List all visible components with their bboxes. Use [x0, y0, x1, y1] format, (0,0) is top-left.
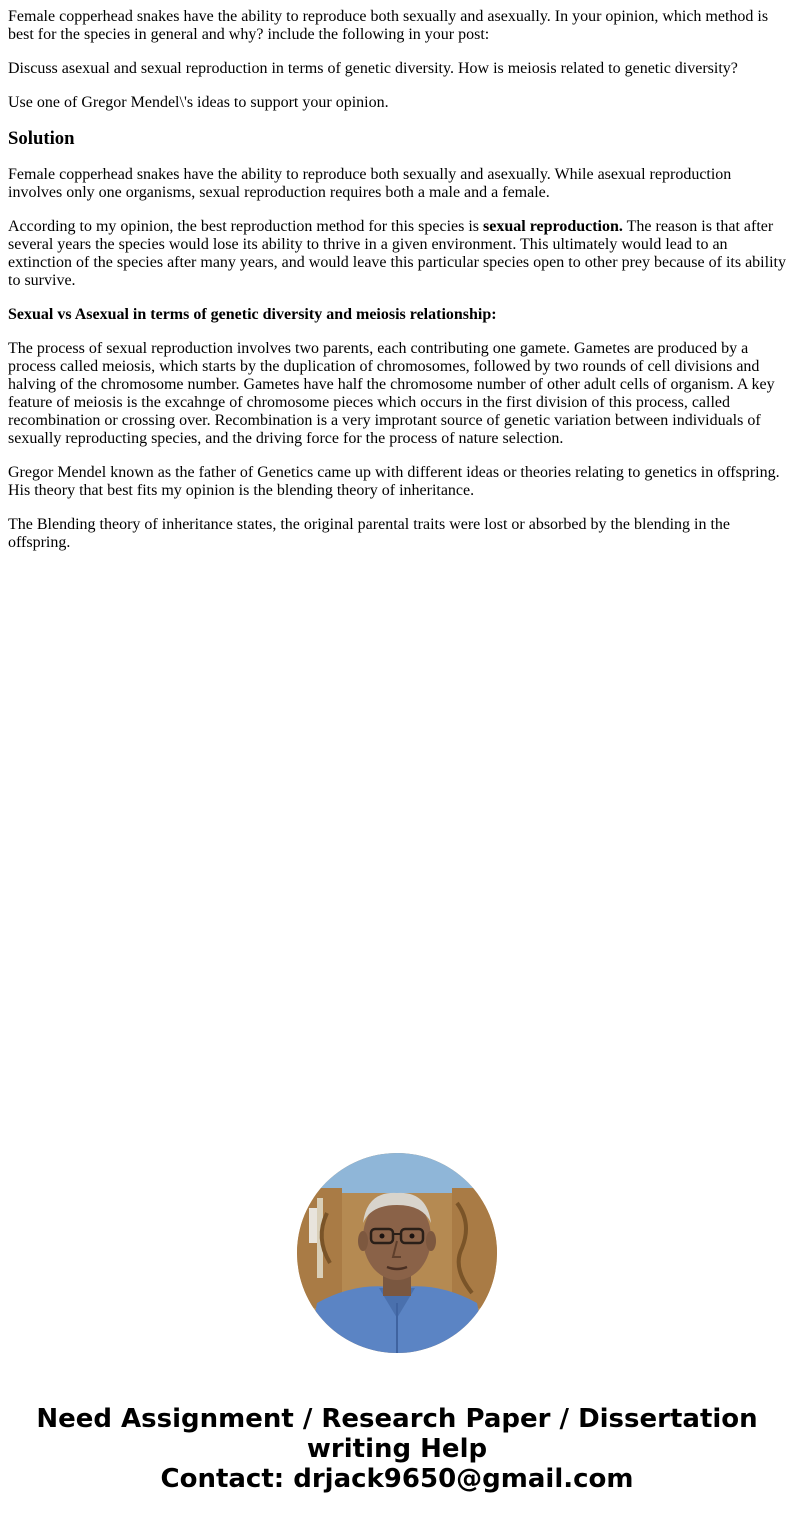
solution-opinion-reason: The reason is that after several years the species would lose its ability to thrive in a given environment. This ultimately would lead to an extinction of the species after many years, and would leave this particular species open to other prey because of its ability to survive.	[8, 218, 786, 289]
solution-opinion-answer: sexual reproduction.	[483, 218, 623, 235]
question-part-mendel: Use one of Gregor Mendel\'s ideas to support your opinion.	[8, 94, 389, 111]
document-body	[8, 8, 788, 568]
promo-contact: Contact: drjack9650@gmail.com	[160, 1464, 634, 1494]
solution-opinion-prefix: According to my opinion, the best reproduction method for this species is	[8, 218, 484, 235]
solution-meiosis: The process of sexual reproduction involves two parents, each contributing one gamete. Gametes are produced by a process called meiosis, which starts by the duplication of chromosomes, followed by two rounds of cell divisions and halving of the chromosome number. Gametes have half the chromosome number of other adult cells of organism. A key feature of meiosis is the excahnge of chromosome pieces which occurs in the first division of this process, called recombination or crossing over. Recombination is a very improtant source of genetic variation between individuals of sexually reproducting species, and the driving force for the process of nature selection.	[8, 340, 775, 447]
solution-heading: Solution	[8, 128, 75, 149]
question-intro: Female copperhead snakes have the ability to reproduce both sexually and asexually. In your opinion, which method is best for the species in general and why? include the following in your post:	[8, 8, 769, 43]
author-avatar	[297, 1153, 497, 1353]
promo-banner	[0, 1404, 794, 1494]
question-part-diversity: Discuss asexual and sexual reproduction in terms of genetic diversity. How is meiosis related to genetic diversity?	[8, 60, 738, 77]
solution-intro: Female copperhead snakes have the ability to reproduce both sexually and asexually. While asexual reproduction involves only one organisms, sexual reproduction requires both a male and a female.	[8, 166, 732, 201]
promo-line-2: writing Help	[306, 1434, 488, 1464]
promo-line-1: Need Assignment / Research Paper / Dissertation	[36, 1404, 758, 1434]
solution-mendel: Gregor Mendel known as the father of Genetics came up with different ideas or theories relating to genetics in offspring. His theory that best fits my opinion is the blending theory of inheritance.	[8, 464, 780, 499]
solution-blending: The Blending theory of inheritance states, the original parental traits were lost or absorbed by the blending in the offspring.	[8, 516, 731, 551]
solution-opinion	[8, 218, 788, 290]
solution-subheading: Sexual vs Asexual in terms of genetic diversity and meiosis relationship:	[8, 306, 497, 323]
